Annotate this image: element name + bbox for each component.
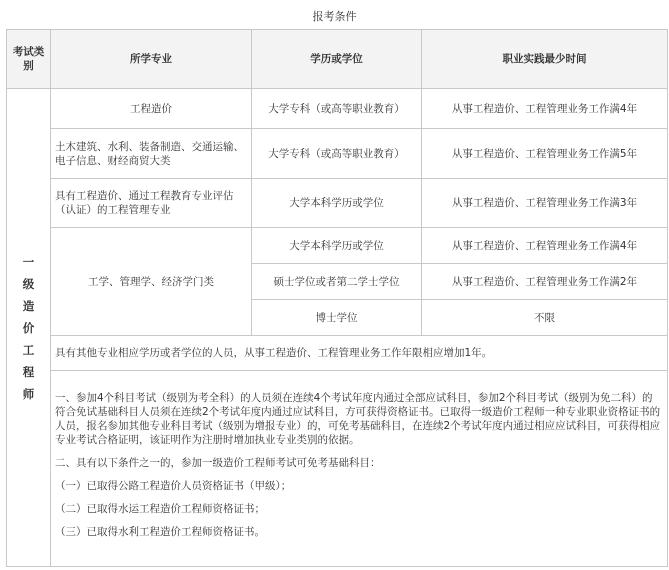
practice-cell: 从事工程造价、工程管理业务工作满2年	[422, 264, 668, 300]
table-row	[7, 89, 668, 129]
category-char: 造	[22, 298, 35, 313]
category-char: 一	[22, 254, 35, 269]
practice-cell: 从事工程造价、工程管理业务工作满5年	[422, 129, 668, 179]
category-char: 价	[22, 320, 35, 335]
header-practice: 职业实践最少时间	[422, 30, 668, 89]
degree-cell: 大学本科学历或学位	[252, 179, 422, 228]
degree-cell: 博士学位	[252, 300, 422, 336]
table-caption: 报考条件	[312, 10, 357, 23]
header-major: 所学专业	[51, 30, 252, 89]
major-cell: 工程造价	[51, 89, 252, 129]
degree-cell: 大学本科学历或学位	[252, 228, 422, 264]
degree-cell: 硕士学位或者第二学士学位	[252, 264, 422, 300]
note-item-1: （一）已取得公路工程造价人员资格证书（甲级）；	[55, 480, 292, 492]
header-category: 考试类别	[7, 30, 51, 89]
major-cell: 具有工程造价、通过工程教育专业评估（认证）的工程管理专业	[51, 179, 252, 228]
category-char: 工	[22, 342, 35, 357]
category-char: 程	[22, 364, 35, 379]
practice-cell: 从事工程造价、工程管理业务工作满4年	[422, 89, 668, 129]
note-item-3: （三）已取得水利工程造价工程师资格证书。	[55, 526, 265, 538]
degree-cell: 大学专科（或高等职业教育）	[252, 129, 422, 179]
practice-cell: 从事工程造价、工程管理业务工作满3年	[422, 179, 668, 228]
table-row	[7, 228, 668, 264]
note-paragraph-1: 一、参加4个科目考试（级别为考全科）的人员须在连续4个考试年度内通过全部应试科目，参加2个科目考试（级别为免二科）的符合免试基础科目人员须在连续2个考试年度内通过应试科目，方可获得资格证书。已取得一级造价工程师一种专业职业资格证书的人员，报名参加其他专业科目考试（级别为增报专业）的，可免考基础科目，在连续2个考试年度内通过相应应试科目，可获得相应专业考试合格证明，该证明作为注册时增加执业专业类别的依据。	[55, 392, 661, 446]
other-major-note: 具有其他专业相应学历或者学位的人员，从事工程造价、工程管理业务工作年限相应增加1年。	[51, 336, 668, 371]
table-row	[7, 129, 668, 179]
table-header-row	[7, 30, 668, 89]
note-paragraph-2: 二、具有以下条件之一的，参加一级造价工程师考试可免考基础科目：	[55, 457, 381, 469]
category-label	[11, 251, 46, 405]
table-row	[7, 179, 668, 228]
note-item-2: （二）已取得水运工程造价工程师资格证书；	[55, 503, 265, 515]
table-row	[7, 371, 668, 567]
major-cell: 工学、管理学、经济学门类	[51, 228, 252, 336]
practice-cell: 从事工程造价、工程管理业务工作满4年	[422, 228, 668, 264]
category-char: 级	[22, 276, 35, 291]
exam-conditions-table	[6, 29, 668, 567]
practice-cell: 不限	[422, 300, 668, 336]
table-row	[7, 336, 668, 371]
major-cell: 土木建筑、水利、装备制造、交通运输、电子信息、财经商贸大类	[51, 129, 252, 179]
exam-notes-cell	[51, 371, 668, 567]
header-degree: 学历或学位	[252, 30, 422, 89]
category-char: 师	[22, 386, 35, 401]
category-cell	[7, 89, 51, 567]
degree-cell: 大学专科（或高等职业教育）	[252, 89, 422, 129]
